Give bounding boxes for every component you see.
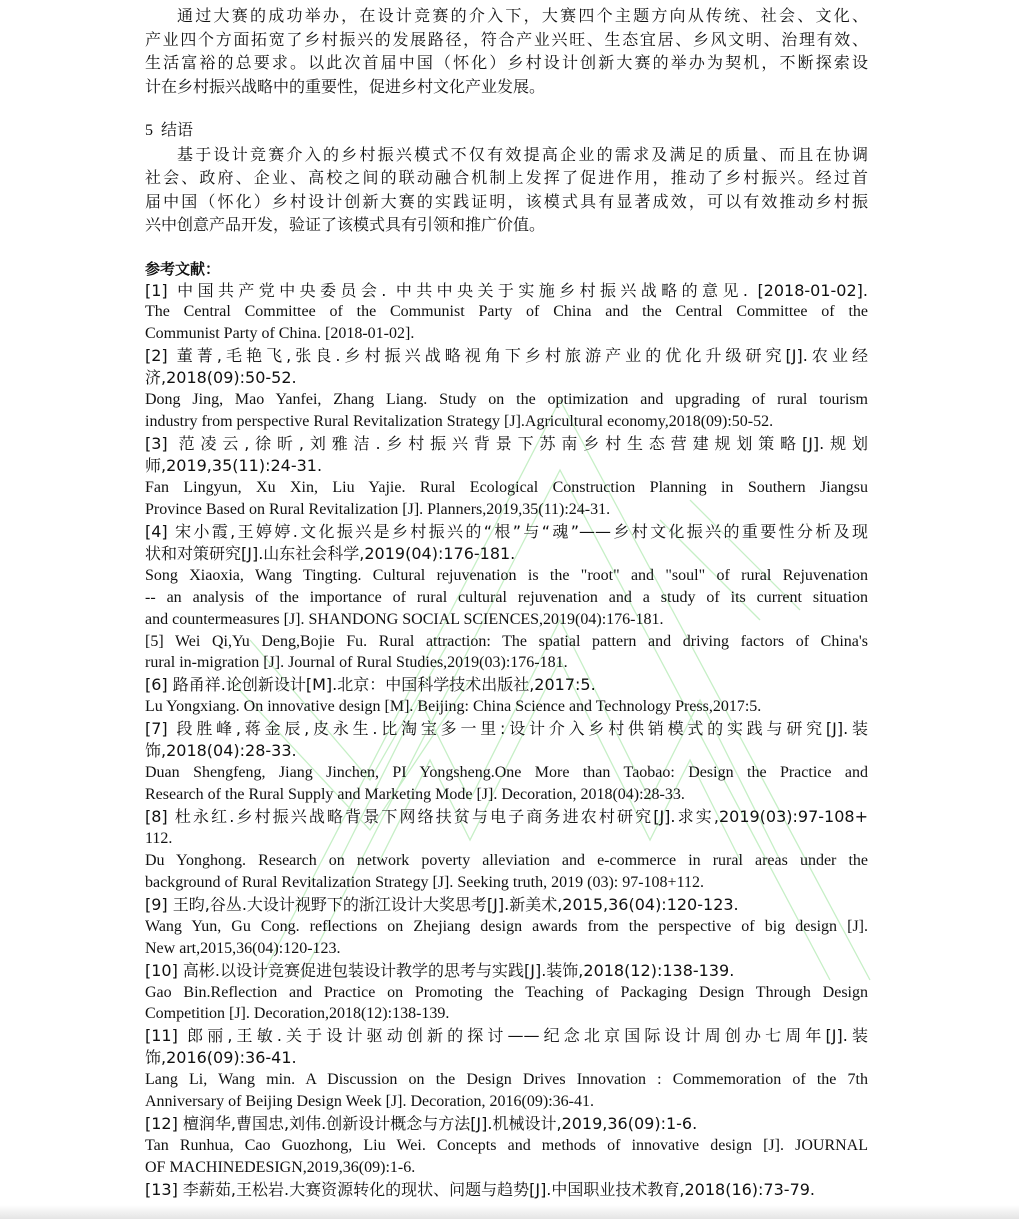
conclusion-paragraph [145,143,868,237]
intro-paragraph [145,4,868,98]
reference-line: Gao Bin.Reflection and Practice on Promoting the Teaching of Packaging Design Through Design [145,983,868,1001]
reference-line: Province Based on Rural Revitalization [J]. Planners,2019,35(11):24-31. [145,500,611,518]
paragraph-line: 基于设计竞赛介入的乡村振兴模式不仅有效提高企业的需求及满足的质量、而且在协调 [177,144,868,164]
reference-line: [10] 高彬.以设计竞赛促进包装设计教学的思考与实践[J].装饰,2018(12):138-139. [145,960,735,980]
paragraph-line: 计在乡村振兴战略中的重要性，促进乡村文化产业发展。 [145,76,546,96]
reference-line: Lu Yongxiang. On innovative design [M]. Beijing: China Science and Technology Press,2017:5. [145,698,762,716]
section-heading-conclusion: 5 结语 [145,122,194,139]
reference-line: New art,2015,36(04):120-123. [145,939,341,957]
reference-line: [11] 郎丽,王敏.关于设计驱动创新的探讨——纪念北京国际设计周创办七周年[J].装 [145,1026,868,1046]
reference-line: [7] 段胜峰,蒋金辰,皮永生.比淘宝多一里:设计介入乡村供销模式的实践与研究[J].装 [145,719,868,739]
reference-line: [1] 中国共产党中央委员会. 中共中央关于实施乡村振兴战略的意见. [2018-01-02]. [145,280,868,300]
reference-line: [5] Wei Qi,Yu Deng,Bojie Fu. Rural attraction: The spatial pattern and driving factors of China's [145,632,868,650]
references-list [145,280,868,1201]
paragraph-line: 兴中创意产品开发，验证了该模式具有引领和推广价值。 [145,215,546,234]
page-bottom-edge [0,1205,1019,1219]
reference-line: Duan Shengfeng, Jiang Jinchen, PI Yongsheng.One More than Taobao: Design the Practice and [145,764,868,782]
reference-line: [4] 宋小霞,王婷婷.文化振兴是乡村振兴的“根”与“魂”——乡村文化振兴的重要性分析及现 [145,521,868,541]
reference-line: rural in-migration [J]. Journal of Rural Studies,2019(03):176-181. [145,654,568,672]
reference-line: background of Rural Revitalization Strategy [J]. Seeking truth, 2019 (03): 97-108+112. [145,873,704,891]
reference-line: [9] 王昀,谷丛.大设计视野下的浙江设计大奖思考[J].新美术,2015,36(04):120-123. [145,894,739,914]
paragraph-line: 通过大赛的成功举办，在设计竞赛的介入下，大赛四个主题方向从传统、社会、文化、 [177,6,868,25]
reference-line: The Central Committee of the Communist Party of China and the Central Committee of the [145,303,868,321]
paragraph-line: 产业四个方面拓宽了乡村振兴的发展路径，符合产业兴旺、生态宜居、乡风文明、治理有效、 [145,29,868,49]
reference-line: and countermeasures [J]. SHANDONG SOCIAL SCIENCES,2019(04):176-181. [145,610,664,628]
reference-line: Lang Li, Wang min. A Discussion on the Design Drives Innovation : Commemoration of the 7th [145,1071,868,1089]
reference-line: [6] 路甬祥.论创新设计[M].北京：中国科学技术出版社,2017:5. [145,675,596,695]
reference-line: 师,2019,35(11):24-31. [145,456,323,475]
reference-line: [3] 范凌云,徐昕,刘雅洁.乡村振兴背景下苏南乡村生态营建规划策略[J].规划 [145,434,868,454]
reference-line: [13] 李薪茹,王松岩.大赛资源转化的现状、问题与趋势[J].中国职业技术教育,2018(16):73-79. [145,1179,816,1199]
paragraph-line: 届中国（怀化）乡村设计创新大赛的实践证明，该模式具有显著成效，可以有效推动乡村振 [145,191,868,211]
reference-line: Tan Runhua, Cao Guozhong, Liu Wei. Concepts and methods of innovative design [J]. JOURNAL [145,1137,868,1155]
reference-line: Song Xiaoxia, Wang Tingting. Cultural rejuvenation is the "root" and "soul" of rural Rejuvenation [145,566,868,584]
reference-line: 状和对策研究[J].山东社会科学,2019(04):176-181. [145,543,516,563]
reference-line: Dong Jing, Mao Yanfei, Zhang Liang. Study on the optimization and upgrading of rural tourism [145,391,868,409]
reference-line: Anniversary of Beijing Design Week [J]. Decoration, 2016(09):36-41. [145,1093,594,1111]
reference-line: Wang Yun, Gu Cong. reflections on Zhejiang design awards from the perspective of big design [J]. [145,917,868,935]
reference-line: 饰,2018(04):28-33. [145,741,297,761]
reference-line: Communist Party of China. [2018-01-02]. [145,325,415,343]
reference-line: [2] 董菁,毛艳飞,张良.乡村振兴战略视角下乡村旅游产业的优化升级研究[J].农业经 [145,346,868,366]
reference-line: 饰,2016(09):36-41. [145,1048,297,1068]
reference-line: Research of the Rural Supply and Marketing Mode [J]. Decoration, 2018(04):28-33. [145,786,685,804]
reference-line: [8] 杜永红.乡村振兴战略背景下网络扶贫与电子商务进农村研究[J].求实,2019(03):97-108+ [145,807,868,826]
paragraph-line: 生活富裕的总要求。以此次首届中国（怀化）乡村设计创新大赛的举办为契机，不断探索设 [145,53,868,72]
reference-line: Fan Lingyun, Xu Xin, Liu Yajie. Rural Ecological Construction Planning in Southern Jiangsu [145,478,868,496]
document-page [145,4,868,1201]
paragraph-line: 社会、政府、企业、高校之间的联动融合机制上发挥了促进作用，推动了乡村振兴。经过首 [145,168,868,187]
reference-line: -- an analysis of the importance of rural cultural rejuvenation and a study of its current situation [145,588,868,606]
reference-line: industry from perspective Rural Revitalization Strategy [J].Agricultural economy,2018(09):50-52. [145,413,774,431]
reference-line: 112. [145,829,173,847]
reference-line: [12] 檀润华,曹国忠,刘伟.创新设计概念与方法[J].机械设计,2019,36(09):1-6. [145,1114,698,1134]
reference-line: OF MACHINEDESIGN,2019,36(09):1-6. [145,1159,416,1176]
reference-line: 济,2018(09):50-52. [145,368,297,388]
reference-line: Du Yonghong. Research on network poverty alleviation and e-commerce in rural areas under the [145,851,868,869]
reference-line: Competition [J]. Decoration,2018(12):138-139. [145,1005,450,1023]
references-title: 参考文献： [145,259,221,278]
